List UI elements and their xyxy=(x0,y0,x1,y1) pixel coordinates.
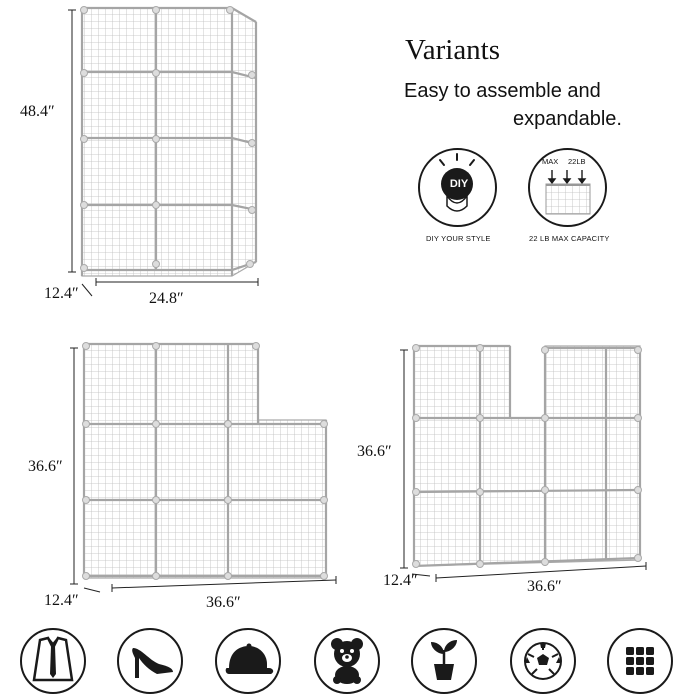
teddy-bear-icon xyxy=(314,628,380,694)
variant-2-width-label: 36.6″ xyxy=(206,594,241,611)
cap-icon xyxy=(215,628,281,694)
capacity-weight-label: 22LB xyxy=(568,157,586,166)
variant-2-height-label: 36.6″ xyxy=(28,458,63,475)
variant-2-depth-label: 12.4″ xyxy=(44,592,79,609)
variant-3-height-label: 36.6″ xyxy=(357,443,392,460)
variant-1-depth-label: 12.4″ xyxy=(44,285,79,302)
max-weight-icon xyxy=(530,150,605,225)
variant-7-cube-illustration xyxy=(413,345,642,568)
high-heel-shoe-icon xyxy=(117,628,183,694)
grid-icon xyxy=(607,628,673,694)
soccer-ball-icon xyxy=(510,628,576,694)
diy-badge-caption: DIY YOUR STYLE xyxy=(426,234,491,243)
variant-3-width-label: 36.6″ xyxy=(527,578,562,595)
potted-plant-icon xyxy=(411,628,477,694)
variant-1-width-label: 24.8″ xyxy=(149,290,184,307)
variant-1-height-label: 48.4″ xyxy=(20,103,55,120)
variant-3-depth-label: 12.4″ xyxy=(383,572,418,589)
variant-8-cube-illustration xyxy=(81,7,257,277)
diy-badge-text: DIY xyxy=(449,178,469,190)
capacity-max-label: MAX xyxy=(542,157,559,166)
capacity-badge-caption: 22 LB MAX CAPACITY xyxy=(529,234,610,243)
tagline-line2: expandable. xyxy=(513,108,622,130)
shirt-icon xyxy=(20,628,86,694)
variant-6-cube-illustration xyxy=(83,343,328,580)
capacity-badge xyxy=(528,148,607,227)
section-title: Variants xyxy=(405,34,501,66)
tagline-line1: Easy to assemble and xyxy=(404,80,601,102)
diy-badge xyxy=(418,148,497,227)
